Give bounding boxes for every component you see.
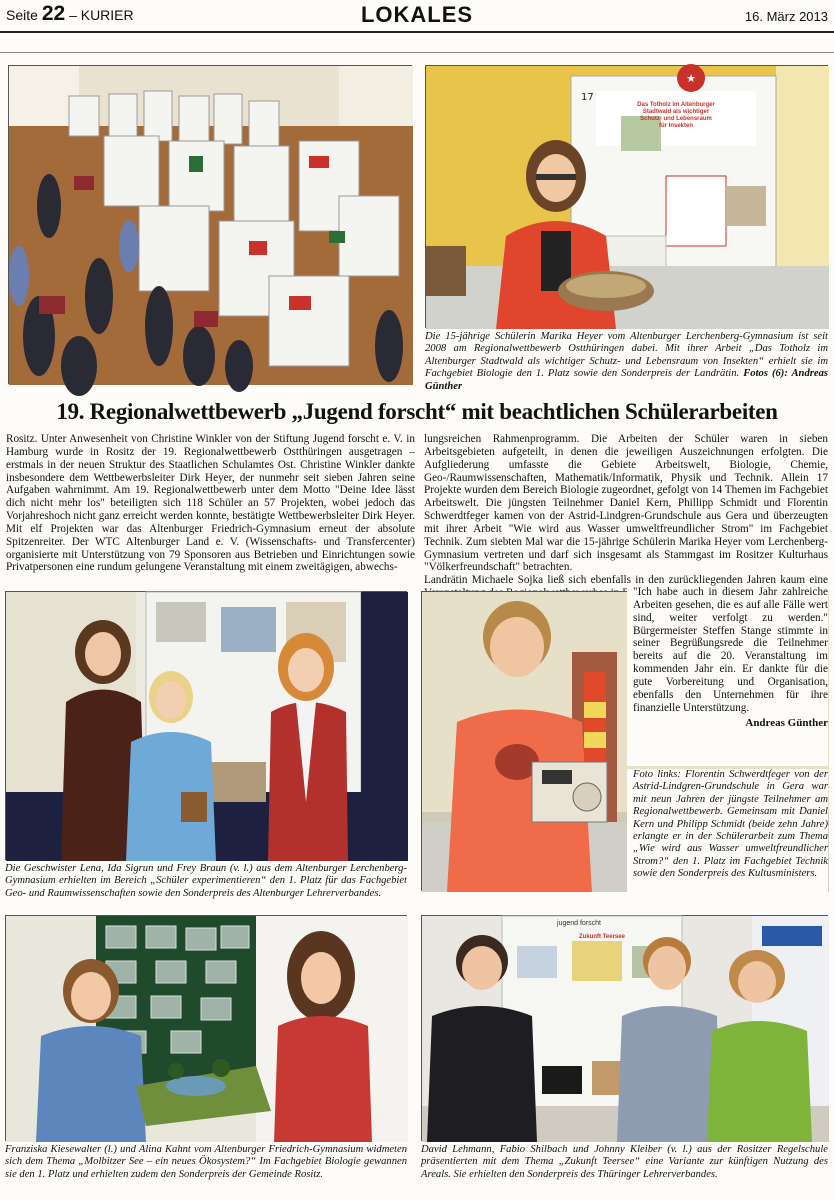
poster-number: 17 [581,92,594,103]
caption-molbitzer-see: Franziska Kiesewalter (l.) und Alina Kahnt vom Altenburger Friedrich-Gymnasium widmeten sich dem Thema „Molbitzer See – ein neues Ökosystem?“ Im Fachgebiet Biologie gewannen sie den 1. Platz und erhielten zudem den Sonderpreis der Gemeinde Rositz. [5,1144,407,1180]
svg-text:★: ★ [686,72,696,85]
poster-title: Das Totholz im Altenburger Stadtwald als wichtiger Schutz- und Lebensraum für Insekten [637,102,715,129]
caption-marika [425,331,828,393]
article-author: Andreas Günther [745,717,828,730]
photo-marika-heyer [425,65,828,328]
article-column-1 [6,433,415,583]
top-rule [0,52,834,53]
caption-zukunft-teersee: David Lehmann, Fabio Shilbach und Johnny Kleiber (v. l.) aus der Rositzer Regelschule präsentierten mit dem Thema „Zukunft Teersee“ eine Variante zur künftigen Nutzung des Areals. Sie erhielten den Sonderpreis des Thüringer Lehrerverbandes. [421,1144,828,1180]
article-text-col2b: Landrätin Michaele Sojka ließ sich ebenfalls in den zurückliegenden Jahren kaum eine [424,574,828,587]
article-column-3 [627,586,828,766]
page-label: Seite [6,7,38,23]
poster2-brand: jugend forscht [557,920,601,927]
photo-molbitzer-see [5,915,407,1141]
article-text-col2: lungsreichen Rahmenprogramm. Die Arbeiten der Schüler waren in sieben Arbeitsgebieten aufgeteilt, in denen die jeweiligen Auszeichnungen erfolgten. Die Aufgliederung umfasste die Gebiete Arbeitswelt, Biologie, Chemie, Geo-/Raumwissenschaften, Mathematik/Informatik, Physik und Technik. Allein 17 Projekte wurden dem Bereich Biologie zugeordnet, gefolgt von 14 Themen im Fachgebiet Arbeitswelt. Die jüngsten Teilnehmer Daniel Kern, Phillipp Schmidt und Florentin Schwerdtfeger kamen von der Astrid-Lindgren-Grundschule aus Gera und überzeugten mit ihrer Arbeit "Wie wird aus Wasser umweltfreundlicher Strom" im Fachgebiet Technik. Zum siebten Mal war die 15-jährige Schülerin Marika Heyer vom Lerchenberg-Gymnasium vertreten und darf sich insgesamt als Stammgast im Rositzer Kulturhaus "Völkerfreundschaft" betrachten. [424,433,828,574]
page-number-value: 22 [41,2,66,25]
photo-braun-sisters [5,591,407,860]
issue-date: 16. März 2013 [744,9,828,24]
caption-marika-text: Die 15-jährige Schülerin Marika Heyer vom Altenburger Lerchenberg-Gymnasium ist seit 2008 am Regionalwettbewerb Ostthüringen dabei. Mit ihrer Arbeit „Das Totholz im Altenburger Stadtwald als wichtiger Schutz- und Lebensraum von Insekten“ erhielt sie im Fachgebiet Biologie den 1. Platz sowie den Sonderpreis der Landrätin. [425,331,828,380]
article-headline: 19. Regionalwettbewerb „Jugend forscht“ mit beachtlichen Schülerarbeiten [56,399,778,424]
caption-florentin: Foto links: Florentin Schwerdtfeger von der Astrid-Lindgren-Grundschule in Gera war mit neun Jahren der jüngste Teilnehmer am Regionalwettbewerb. Gemeinsam mit Daniel Kern und Philipp Schmidt (beide zehn Jahre) erlangte er in der Schülerarbeit zum Thema „Wie wird aus Wasser umweltfreundlicher Strom?“ den 1. Platz im Fachgebiet Technik sowie den Sonderpreis des Kultusministers. [627,769,828,904]
photo-zukunft-teersee [421,915,828,1141]
article-text-col3: "Ich habe auch in diesem Jahr zahlreiche Arbeiten gesehen, die es auf alle Fälle wert sind, weiter verfolgt zu werden." Bürgermeister Steffen Stange stimmte in seiner Begrüßungsrede die Teilnehmer bereits auf die 20. Veranstaltung im kommenden Jahr ein. Er dankte für die gute Vorbereitung und Organisation, ebenfalls den Unternehmen für ihre finanzielle Unterstützung. [633,586,828,714]
caption-braun-sisters: Die Geschwister Lena, Ida Sigrun und Frey Braun (v. l.) aus dem Altenburger Lerchenberg-Gymnasium erhielten im Bereich „Schüler experimentieren“ den 1. Platz für das Fachgebiet Geo- und Raumwissenschaften sowie den Sonderpreis des Altenburger Lehrerverbandes. [5,863,407,899]
photo-exhibition-hall [8,65,412,384]
section-title: LOKALES [360,2,474,27]
paper-name: – KURIER [69,7,134,23]
article-text-col1: Rositz. Unter Anwesenheit von Christine Winkler von der Stiftung Jugend forscht e. V. in Hamburg wurde in Rositz der 19. Regionalwettbewerb Ostthüringen ausgetragen – erstmals in der neuen Struktur des Staatlichen Schulamtes Ost. Christine Winkler dankte insbesondere dem Wettbewerbsleiter Dirk Heyer, der nunmehr seit sieben Jahren seine Aufgaben wahrnimmt. Am 19. Regionalwettbewerb unter dem Motto "Deine Idee lässt dich nicht mehr los" beteiligten sich 118 Schüler an 57 Projekten, wobei jedoch das Vorjahreshoch nicht ganz erreicht werden konnte, bestätigte Wettbewerbsleiter Dirk Heyer. Mit elf Projekten war das Altenburger Friedrich-Gymnasium erneut der absolute Spitzenreiter. Der WTC Altenburger Land e. V. (Wissenschafts- und Transfercenter) organisierte mit Unterstützung von 79 Sponsoren aus Betrieben und Einrichtungen sowie Privatpersonen eine rundum gelungene Veranstaltung mit einem zweitägigen, abwechs- [6,433,415,574]
header-rule [0,31,834,33]
article-column-2 [424,433,828,587]
photo-credit: Fotos (6): Andreas Günther [425,368,828,392]
poster2-title: Zukunft Teersee [579,934,625,940]
